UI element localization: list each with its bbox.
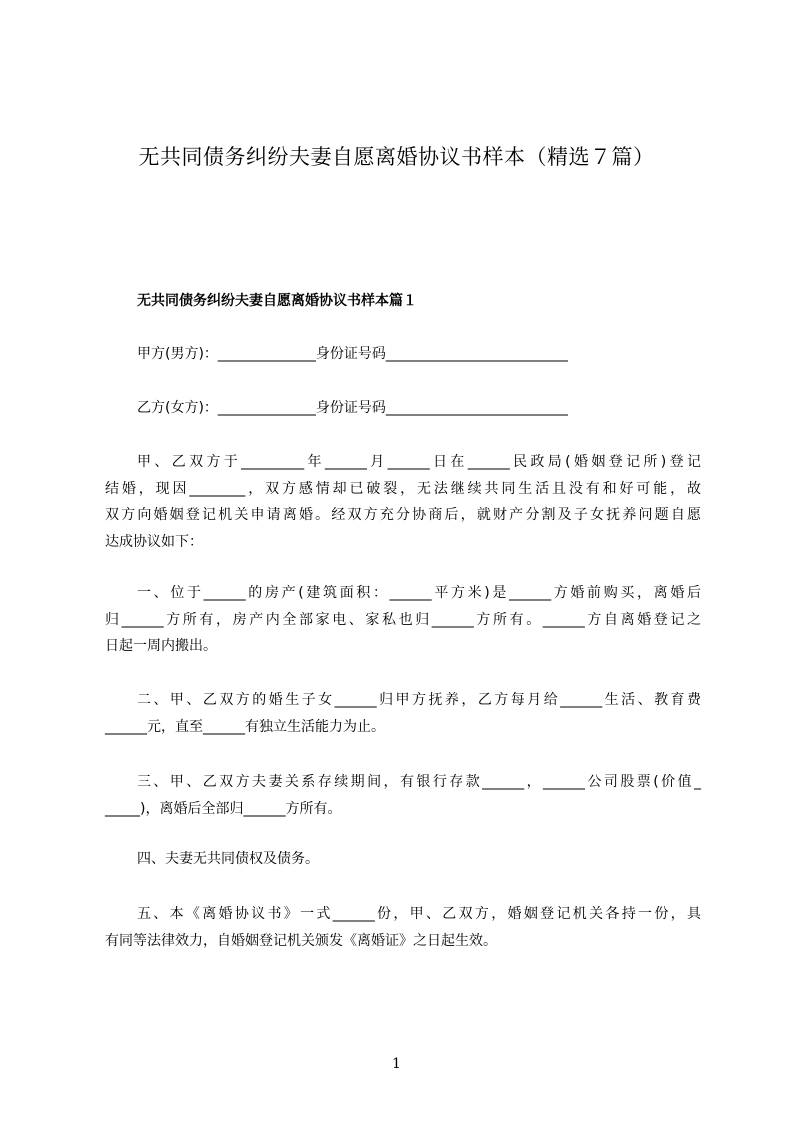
clause-1-line: 归______方所有，房产内全部家电、家私也归______方所有。______方自离婚登记之: [105, 611, 701, 628]
intro-line: 结婚，现因________，双方感情却已破裂，无法继续共同生活且没有和好可能，故: [105, 480, 701, 497]
party-b-line: 乙方(女方)：______________身份证号码__________________________: [137, 400, 568, 416]
clause-1-line: 日起一周内搬出。: [105, 638, 217, 654]
clause-4-paragraph: [105, 846, 701, 873]
intro-paragraph: [105, 449, 701, 555]
clause-3-line: _____)，离婚后全部归______方所有。: [105, 800, 342, 817]
clause-3-paragraph: [105, 769, 701, 822]
clause-5-line: 有同等法律效力，自婚姻登记机关颁发《离婚证》之日起生效。: [105, 932, 497, 949]
clause-2-line: ______元，直至______有独立生活能力为止。: [105, 718, 385, 735]
intro-line: 达成协议如下：: [105, 533, 203, 550]
clause-5-line: 五、本《离婚协议书》一式______份，甲、乙双方，婚姻登记机关各持一份，具: [137, 906, 701, 922]
clause-2-line: 二、甲、乙双方的婚生子女______归甲方抚养，乙方每月给______生活、教育费: [137, 692, 701, 708]
party-a-line: 甲方(男方)：______________身份证号码__________________________: [137, 346, 568, 362]
clause-1-paragraph: [105, 580, 701, 660]
clause-4-line: 四、夫妻无共同债权及债务。: [137, 851, 319, 867]
clause-3-line: 三、甲、乙双方夫妻关系存续期间，有银行存款______，______公司股票(价值_: [137, 774, 701, 790]
clause-5-paragraph: [105, 901, 701, 954]
document-title: 无共同债务纠纷夫妻自愿离婚协议书样本（精选７篇）: [138, 145, 655, 169]
page-number: 1: [392, 1056, 401, 1072]
clause-1-line: 一、位于______的房产(建筑面积：______平方米)是______方婚前购买，离婚后: [137, 585, 701, 601]
intro-line: 双方向婚姻登记机关申请离婚。经双方充分协商后，就财产分割及子女抚养问题自愿: [105, 507, 701, 523]
section-heading: 无共同债务纠纷夫妻自愿离婚协议书样本篇１: [137, 293, 417, 309]
intro-line: 甲、乙双方于_________年______月______日在______民政局(婚姻登记所)登记: [137, 454, 701, 470]
clause-2-paragraph: [105, 687, 701, 740]
